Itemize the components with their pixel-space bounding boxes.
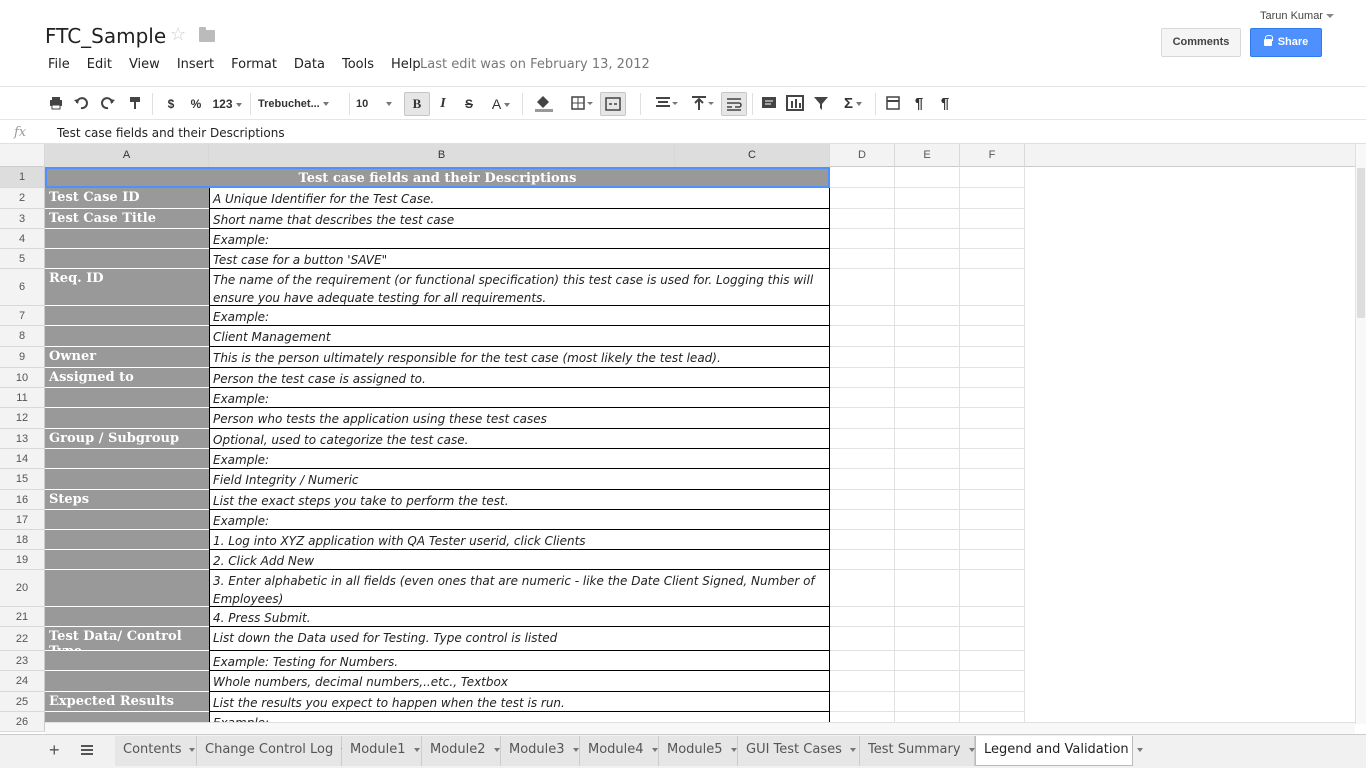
- cell-d[interactable]: [830, 429, 895, 449]
- cell-f[interactable]: [960, 326, 1025, 347]
- table-row: [45, 627, 1025, 651]
- cell-d[interactable]: [830, 408, 895, 429]
- horizontal-scrollbar[interactable]: [45, 722, 1355, 734]
- table-row: [45, 388, 1025, 408]
- cell-a[interactable]: Steps: [45, 490, 209, 510]
- column-header-d[interactable]: D: [830, 144, 895, 167]
- cell-b[interactable]: This is the person ultimately responsible for the test case (most likely the test lead).: [209, 347, 830, 368]
- italic-button[interactable]: I: [440, 96, 446, 111]
- last-edit-link[interactable]: Last edit was on February 13, 2012: [420, 57, 650, 72]
- cell-e[interactable]: [895, 510, 960, 530]
- currency-button[interactable]: $: [167, 97, 175, 111]
- cell-e[interactable]: [895, 408, 960, 429]
- row-header[interactable]: 13: [0, 429, 45, 449]
- sheet-tab-label: Module2: [430, 742, 486, 757]
- cell-a[interactable]: [45, 388, 209, 408]
- vertical-scroll-thumb[interactable]: [1357, 168, 1365, 318]
- row-header[interactable]: 12: [0, 408, 45, 429]
- cell-f[interactable]: [960, 692, 1025, 712]
- cell-b[interactable]: Person who tests the application using these test cases: [209, 408, 830, 429]
- column-header-e[interactable]: E: [895, 144, 960, 167]
- cell-d[interactable]: [830, 229, 895, 249]
- row-header[interactable]: 22: [0, 627, 45, 651]
- table-row: [45, 550, 1025, 570]
- cell-d[interactable]: [830, 490, 895, 510]
- chevron-down-icon[interactable]: [1137, 748, 1143, 752]
- table-row: [45, 209, 1025, 229]
- comments-button[interactable]: Comments: [1161, 28, 1241, 57]
- sheet-tab[interactable]: [197, 736, 342, 766]
- cell-b[interactable]: Example:: [209, 449, 830, 469]
- cell-e[interactable]: [895, 229, 960, 249]
- cell-a[interactable]: Expected Results: [45, 692, 209, 712]
- cell-d[interactable]: [830, 347, 895, 368]
- table-row: [45, 306, 1025, 326]
- cell-a[interactable]: Test Case ID: [45, 188, 209, 209]
- cell-e[interactable]: [895, 570, 960, 607]
- menu-insert[interactable]: Insert: [176, 57, 215, 72]
- share-label: Share: [1277, 36, 1309, 48]
- cell-e[interactable]: [895, 449, 960, 469]
- table-row: [45, 368, 1025, 388]
- cell-b[interactable]: Client Management: [209, 326, 830, 347]
- cell-a[interactable]: [45, 229, 209, 249]
- table-row: [45, 570, 1025, 607]
- sheet-tab-label: Module3: [509, 742, 565, 757]
- column-header-a[interactable]: A: [45, 144, 209, 167]
- cell-f[interactable]: [960, 550, 1025, 570]
- cell-f[interactable]: [960, 627, 1025, 651]
- strikethrough-button[interactable]: S: [464, 97, 473, 111]
- cell-b[interactable]: Example:: [209, 229, 830, 249]
- cell-d[interactable]: [830, 388, 895, 408]
- sheet-tab-label: Module4: [588, 742, 644, 757]
- cell-e[interactable]: [895, 490, 960, 510]
- cell-e[interactable]: [895, 651, 960, 671]
- cell-d[interactable]: [830, 167, 895, 188]
- sheet-tab-label: GUI Test Cases: [746, 742, 842, 757]
- table-row: [45, 408, 1025, 429]
- row-header[interactable]: 7: [0, 306, 45, 326]
- cell-d[interactable]: [830, 326, 895, 347]
- merged-title-cell[interactable]: Test case fields and their Descriptions: [45, 167, 830, 188]
- cell-b[interactable]: List down the Data used for Testing. Type control is listed: [209, 627, 830, 651]
- cell-b[interactable]: 3. Enter alphabetic in all fields (even ones that are numeric - like the Date Client Signed, Number of Employees): [209, 570, 830, 607]
- row-header[interactable]: 2: [0, 188, 45, 209]
- table-row: [45, 449, 1025, 469]
- table-row: [45, 326, 1025, 347]
- cell-a[interactable]: [45, 249, 209, 269]
- cell-f[interactable]: [960, 607, 1025, 627]
- cell-e[interactable]: [895, 249, 960, 269]
- chevron-down-icon[interactable]: [731, 748, 737, 752]
- row-header[interactable]: 10: [0, 368, 45, 388]
- cell-f[interactable]: [960, 388, 1025, 408]
- row-header[interactable]: 17: [0, 510, 45, 530]
- cell-a[interactable]: [45, 570, 209, 607]
- document-title[interactable]: FTC_Sample: [45, 24, 167, 48]
- cell-b[interactable]: Example: Testing for Numbers.: [209, 651, 830, 671]
- table-row: [45, 692, 1025, 712]
- table-row: [45, 429, 1025, 449]
- cell-e[interactable]: [895, 269, 960, 306]
- cell-d[interactable]: [830, 306, 895, 326]
- chevron-down-icon[interactable]: [189, 748, 195, 752]
- user-name[interactable]: Tarun Kumar: [1260, 10, 1323, 22]
- cell-a[interactable]: Test Data/ Control: [45, 627, 209, 651]
- cell-e[interactable]: [895, 388, 960, 408]
- cell-a[interactable]: [45, 607, 209, 627]
- sheet-list-icon[interactable]: [81, 745, 93, 755]
- row-header[interactable]: 4: [0, 229, 45, 249]
- cell-f[interactable]: [960, 429, 1025, 449]
- cell-e[interactable]: [895, 209, 960, 229]
- cell-e[interactable]: [895, 429, 960, 449]
- cell-d[interactable]: [830, 469, 895, 490]
- cell-b[interactable]: Optional, used to categorize the test case.: [209, 429, 830, 449]
- bold-button[interactable]: B: [404, 92, 430, 116]
- fx-label: fx: [14, 125, 27, 140]
- cell-b[interactable]: Test case for a button 'SAVE": [209, 249, 830, 269]
- cell-b[interactable]: Person the test case is assigned to.: [209, 368, 830, 388]
- cell-d[interactable]: [830, 249, 895, 269]
- table-row: [45, 249, 1025, 269]
- cell-a[interactable]: Owner: [45, 347, 209, 368]
- cell-a[interactable]: [45, 469, 209, 490]
- cell-d[interactable]: [830, 209, 895, 229]
- sheet-tab[interactable]: [975, 736, 1133, 766]
- sheet-tab[interactable]: [738, 736, 860, 766]
- cell-b[interactable]: 2. Click Add New: [209, 550, 830, 570]
- cell-d[interactable]: [830, 449, 895, 469]
- cell-f[interactable]: [960, 188, 1025, 209]
- table-row: [45, 269, 1025, 306]
- sheet-tab[interactable]: [659, 736, 738, 766]
- cell-b[interactable]: Short name that describes the test case: [209, 209, 830, 229]
- sheet-tab[interactable]: [501, 736, 580, 766]
- cell-b[interactable]: The name of the requirement (or functional specification) this test case is used for. Logging this will ensure you have adequate testing for all requirements.: [209, 269, 830, 306]
- row-header[interactable]: 25: [0, 692, 45, 712]
- row-header[interactable]: 16: [0, 490, 45, 510]
- menu-edit[interactable]: Edit: [86, 57, 112, 72]
- cell-d[interactable]: [830, 188, 895, 209]
- row-header[interactable]: 19: [0, 550, 45, 570]
- table-row: [45, 188, 1025, 209]
- number-format-label: 123: [212, 97, 233, 111]
- row-header[interactable]: 8: [0, 326, 45, 347]
- cell-a[interactable]: [45, 671, 209, 692]
- table-row: [45, 347, 1025, 368]
- cell-d[interactable]: [830, 607, 895, 627]
- cell-d[interactable]: [830, 368, 895, 388]
- cell-e[interactable]: [895, 671, 960, 692]
- cell-a[interactable]: [45, 449, 209, 469]
- cell-e[interactable]: [895, 627, 960, 651]
- chevron-down-icon[interactable]: [652, 748, 658, 752]
- chevron-down-icon[interactable]: [494, 748, 500, 752]
- cell-e[interactable]: [895, 326, 960, 347]
- sheet-tab-label: Test Summary: [868, 742, 961, 757]
- cell-b[interactable]: A Unique Identifier for the Test Case.: [209, 188, 830, 209]
- table-row: [45, 607, 1025, 627]
- cell-f[interactable]: [960, 671, 1025, 692]
- cell-f[interactable]: [960, 449, 1025, 469]
- cell-d[interactable]: [830, 550, 895, 570]
- table-row: [45, 490, 1025, 510]
- table-row: [45, 651, 1025, 671]
- cell-b[interactable]: List the results you expect to happen when the test is run.: [209, 692, 830, 712]
- cell-e[interactable]: [895, 469, 960, 490]
- cell-a[interactable]: [45, 530, 209, 550]
- sheet-tab-label: Change Control Log: [205, 742, 334, 757]
- formula-input[interactable]: Test case fields and their Descriptions: [57, 126, 285, 140]
- cell-f[interactable]: [960, 229, 1025, 249]
- sheet-tab[interactable]: [342, 736, 422, 766]
- row-header[interactable]: 5: [0, 249, 45, 269]
- column-header-f[interactable]: F: [960, 144, 1025, 167]
- cell-f[interactable]: [960, 490, 1025, 510]
- cell-e[interactable]: [895, 368, 960, 388]
- cell-e[interactable]: [895, 188, 960, 209]
- cell-f[interactable]: [960, 368, 1025, 388]
- table-row: [45, 671, 1025, 692]
- sheet-tab[interactable]: [115, 736, 197, 766]
- cell-b[interactable]: 1. Log into XYZ application with QA Tester userid, click Clients: [209, 530, 830, 550]
- cell-f[interactable]: [960, 209, 1025, 229]
- cell-b[interactable]: Example:: [209, 306, 830, 326]
- add-sheet-icon[interactable]: +: [49, 740, 60, 760]
- menu-tools[interactable]: Tools: [341, 57, 374, 72]
- cell-f[interactable]: [960, 167, 1025, 188]
- cell-a[interactable]: Assigned to: [45, 368, 209, 388]
- row-header[interactable]: 20: [0, 570, 45, 607]
- chevron-down-icon[interactable]: [850, 748, 856, 752]
- cell-a[interactable]: [45, 408, 209, 429]
- row-header[interactable]: 24: [0, 671, 45, 692]
- cell-a[interactable]: [45, 510, 209, 530]
- sheet-tab[interactable]: [580, 736, 659, 766]
- cell-f[interactable]: [960, 347, 1025, 368]
- cell-d[interactable]: [830, 530, 895, 550]
- cell-f[interactable]: [960, 510, 1025, 530]
- chevron-down-icon[interactable]: [573, 748, 579, 752]
- cell-e[interactable]: [895, 347, 960, 368]
- row-header[interactable]: 21: [0, 607, 45, 627]
- cell-a[interactable]: [45, 326, 209, 347]
- sheet-tab-label: Module1: [350, 742, 406, 757]
- sheet-tab[interactable]: [860, 736, 975, 766]
- cell-f[interactable]: [960, 530, 1025, 550]
- menu-view[interactable]: View: [128, 57, 160, 72]
- cell-d[interactable]: [830, 651, 895, 671]
- cell-a[interactable]: [45, 651, 209, 671]
- cell-d[interactable]: [830, 269, 895, 306]
- cell-e[interactable]: [895, 530, 960, 550]
- sheet-tab-label: Module5: [667, 742, 723, 757]
- cell-a[interactable]: [45, 550, 209, 570]
- menu-help[interactable]: Help: [391, 57, 421, 72]
- cell-a[interactable]: [45, 306, 209, 326]
- percent-button[interactable]: %: [190, 97, 202, 111]
- cell-e[interactable]: [895, 550, 960, 570]
- cell-f[interactable]: [960, 570, 1025, 607]
- table-row: [45, 167, 1025, 188]
- sheet-tab[interactable]: [422, 736, 501, 766]
- cell-a[interactable]: Req. ID: [45, 269, 209, 306]
- cell-b[interactable]: List the exact steps you take to perform the test.: [209, 490, 830, 510]
- cell-a[interactable]: Test Case Title: [45, 209, 209, 229]
- cell-d[interactable]: [830, 510, 895, 530]
- cell-d[interactable]: [830, 671, 895, 692]
- font-size-label: 10: [356, 98, 369, 110]
- column-header-b[interactable]: B: [209, 144, 675, 167]
- row-header[interactable]: 1: [0, 167, 45, 188]
- menu-data[interactable]: Data: [293, 57, 325, 72]
- rtl-icon[interactable]: ¶: [940, 95, 950, 112]
- row-header[interactable]: 3: [0, 209, 45, 229]
- cell-e[interactable]: [895, 692, 960, 712]
- cell-f[interactable]: [960, 306, 1025, 326]
- cell-b[interactable]: Field Integrity / Numeric: [209, 469, 830, 490]
- cell-f[interactable]: [960, 249, 1025, 269]
- sum-label: Σ: [843, 95, 853, 112]
- cell-e[interactable]: [895, 607, 960, 627]
- row-header[interactable]: 14: [0, 449, 45, 469]
- table-row: [45, 229, 1025, 249]
- cell-f[interactable]: [960, 651, 1025, 671]
- row-header[interactable]: 23: [0, 651, 45, 671]
- cell-d[interactable]: [830, 692, 895, 712]
- row-header[interactable]: 9: [0, 347, 45, 368]
- cell-a[interactable]: Group / Subgroup: [45, 429, 209, 449]
- cell-e[interactable]: [895, 306, 960, 326]
- menu-file[interactable]: File: [48, 57, 70, 72]
- table-row: [45, 510, 1025, 530]
- table-row: [45, 530, 1025, 550]
- chevron-down-icon[interactable]: [414, 748, 420, 752]
- row-header[interactable]: 15: [0, 469, 45, 490]
- star-icon[interactable]: ☆: [170, 24, 187, 44]
- cell-d[interactable]: [830, 570, 895, 607]
- cell-e[interactable]: [895, 167, 960, 188]
- cell-b[interactable]: Example:: [209, 388, 830, 408]
- row-header[interactable]: 6: [0, 269, 45, 306]
- row-header[interactable]: 11: [0, 388, 45, 408]
- sheet-tab-label: Legend and Validation: [984, 742, 1129, 757]
- row-header[interactable]: 26: [0, 712, 45, 732]
- table-row: [45, 469, 1025, 490]
- cell-d[interactable]: [830, 627, 895, 651]
- sheet-tab-label: Contents: [123, 742, 182, 757]
- row-header[interactable]: 18: [0, 530, 45, 550]
- font-family-label: Trebuchet...: [258, 98, 320, 110]
- cell-b[interactable]: Whole numbers, decimal numbers,..etc., Textbox: [209, 671, 830, 692]
- cell-f[interactable]: [960, 408, 1025, 429]
- cell-f[interactable]: [960, 269, 1025, 306]
- cell-b[interactable]: Example:: [209, 510, 830, 530]
- cell-b[interactable]: 4. Press Submit.: [209, 607, 830, 627]
- chevron-down-icon[interactable]: [969, 748, 975, 752]
- text-color-label: A: [491, 96, 502, 112]
- menu-format[interactable]: Format: [231, 57, 277, 72]
- cell-f[interactable]: [960, 469, 1025, 490]
- column-header-c[interactable]: C: [675, 144, 830, 167]
- ltr-icon[interactable]: ¶: [914, 95, 924, 112]
